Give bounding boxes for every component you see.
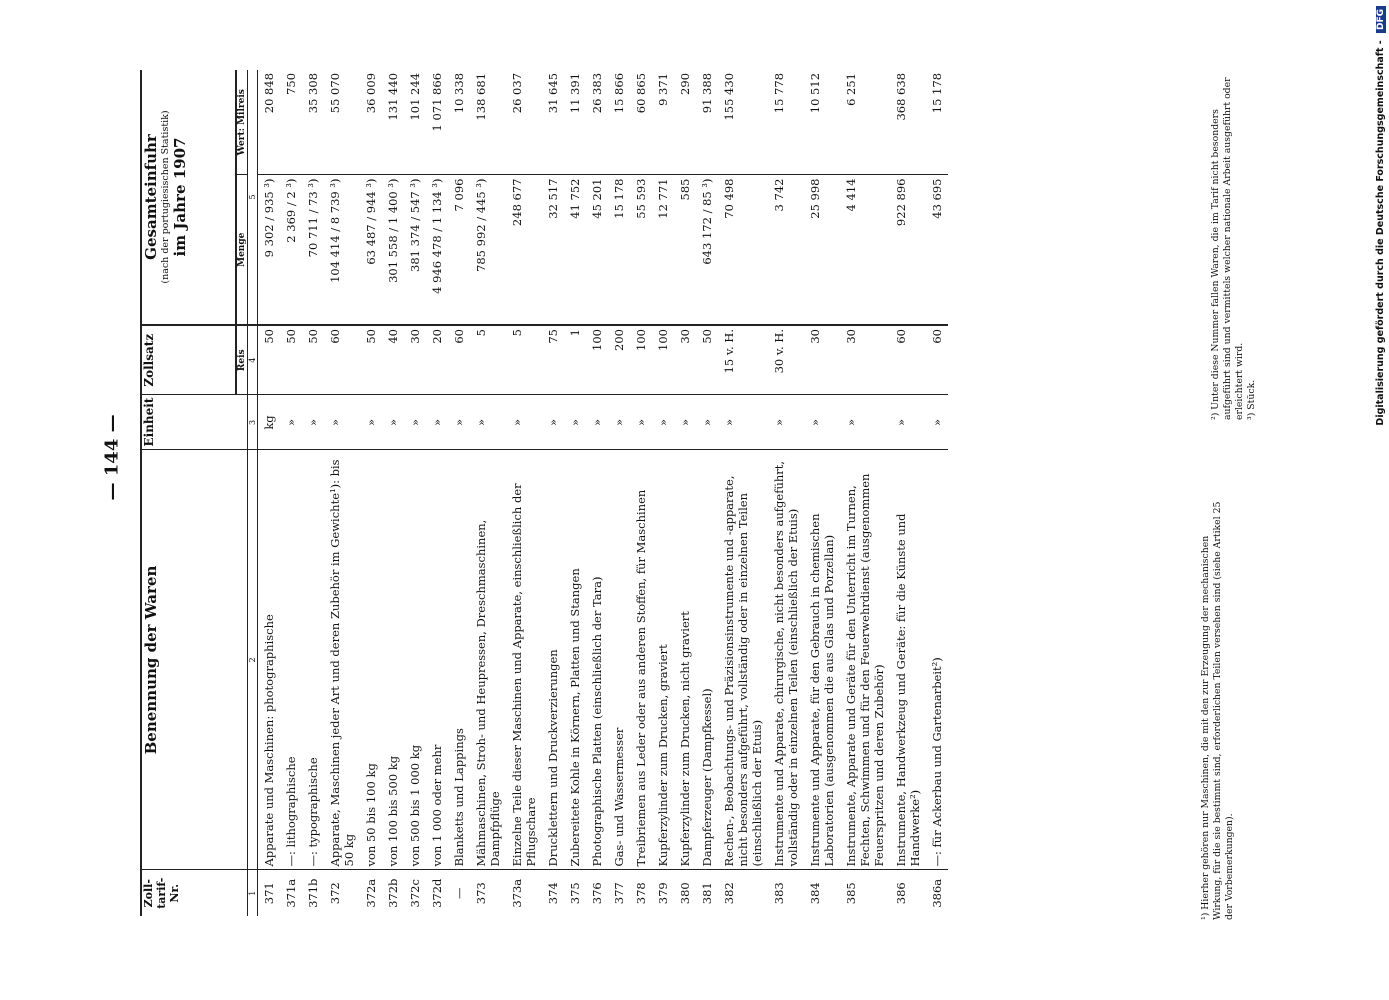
- cell-nr: 378: [630, 870, 652, 916]
- header-name: Benennung der Waren: [141, 450, 248, 870]
- cell-val: 20 848: [262, 72, 276, 114]
- table-row: [426, 70, 448, 916]
- cell-val: 131 440: [386, 72, 400, 121]
- cell-name: Instrumente und Apparate, für den Gebrauch in chemischen Laboratorien (ausgenommen die aus Glas und Porzellan): [804, 450, 840, 870]
- table-row: [258, 70, 281, 916]
- cell-val: 10 338: [452, 72, 466, 114]
- cell-qty: 70 498: [718, 175, 768, 325]
- cell-name: Mähmaschinen, Stroh- und Heupressen, Dreschmaschinen, Dampfpflüge: [470, 450, 506, 870]
- header-total-sub: (nach der portugiesischen Statistik): [160, 110, 171, 284]
- cell-qty: 32 517: [542, 175, 564, 325]
- cell-name: von 100 bis 500 kg: [382, 450, 404, 870]
- table-row: [804, 70, 840, 916]
- header-tarif-unit: Reis: [236, 325, 248, 395]
- cell-val: 36 009: [364, 72, 378, 114]
- cell-tarif: 50: [696, 325, 718, 395]
- cell-tarif: 50: [280, 325, 302, 395]
- cell-val: 290: [678, 72, 692, 95]
- page-number: — 144 —: [101, 414, 123, 501]
- cell-nr: 384: [804, 870, 840, 916]
- cell-unit: »: [564, 395, 586, 450]
- cell-qty: 643 172 / 85 ³): [696, 175, 718, 325]
- cell-nr: 382: [718, 870, 768, 916]
- table-row: [564, 70, 586, 916]
- cell-name: —: typographische: [302, 450, 324, 870]
- colnum-2: 2: [248, 450, 258, 870]
- cell-unit: »: [506, 395, 542, 450]
- header-tarif: Zollsatz: [141, 325, 236, 395]
- cell-nr: 381: [696, 870, 718, 916]
- cell-nr: 386a: [926, 870, 948, 916]
- cell-nr: 372b: [382, 870, 404, 916]
- cell-name: —: lithographische: [280, 450, 302, 870]
- cell-name: Zubereitete Kohle in Körnern, Platten und Stangen: [564, 450, 586, 870]
- table-row: [768, 70, 804, 916]
- cell-qty: 785 992 / 445 ³): [470, 175, 506, 325]
- header-unit: Einheit: [141, 395, 248, 450]
- cell-tarif: 50: [360, 325, 382, 395]
- table-row: [608, 70, 630, 916]
- cell-val: 750: [284, 72, 298, 95]
- cell-qty: 248 677: [506, 175, 542, 325]
- cell-name: Kupferzylinder zum Drucken, nicht graviert: [674, 450, 696, 870]
- table-row: [448, 70, 470, 916]
- cell-val: 11 391: [568, 72, 582, 114]
- cell-unit: »: [426, 395, 448, 450]
- cell-qty: 15 178: [608, 175, 630, 325]
- cell-nr: 373: [470, 870, 506, 916]
- cell-name: Dampferzeuger (Dampfkessel): [696, 450, 718, 870]
- cell-nr: 377: [608, 870, 630, 916]
- cell-tarif: 30: [840, 325, 890, 395]
- cell-qty: 4 946 478 / 1 134 ³): [426, 175, 448, 325]
- cell-val: 26 383: [590, 72, 604, 114]
- colnum-4: 4: [248, 325, 258, 395]
- cell-unit: »: [404, 395, 426, 450]
- cell-nr: 375: [564, 870, 586, 916]
- cell-unit: »: [718, 395, 768, 450]
- cell-unit: »: [804, 395, 840, 450]
- cell-unit: »: [696, 395, 718, 450]
- cell-nr: 372: [324, 870, 360, 916]
- table-row: [506, 70, 542, 916]
- cell-tarif: 60: [324, 325, 360, 395]
- cell-val: 368 638: [894, 72, 908, 121]
- cell-tarif: 100: [652, 325, 674, 395]
- cell-unit: »: [280, 395, 302, 450]
- cell-nr: —: [448, 870, 470, 916]
- cell-tarif: 50: [258, 325, 281, 395]
- cell-qty: 301 558 / 1 400 ³): [382, 175, 404, 325]
- colnum-1: 1: [248, 870, 258, 916]
- table-row: [280, 70, 302, 916]
- cell-val: 138 681: [474, 72, 488, 121]
- cell-nr: 386: [890, 870, 926, 916]
- cell-name: Instrumente, Handwerkzeug und Geräte: für die Künste und Handwerke²): [890, 450, 926, 870]
- cell-val: 155 430: [722, 72, 736, 121]
- footnote-1-text: ¹) Hierher gehören nur Maschinen, die mit den zur Erzeugung der mechanischen Wirkung, für die sie bestimmt sind, erforderlichen Teilen versehen sind (siehe Artikel 25 der Vorbemerkungen).: [1200, 501, 1235, 920]
- header-total-year: im Jahre 1907: [171, 137, 189, 257]
- cell-unit: »: [926, 395, 948, 450]
- cell-tarif: 50: [302, 325, 324, 395]
- table-row: [890, 70, 926, 916]
- cell-tarif: 30: [804, 325, 840, 395]
- table-row: [470, 70, 506, 916]
- cell-nr: 383: [768, 870, 804, 916]
- cell-val: 10 512: [808, 72, 822, 114]
- cell-val: 15 778: [772, 72, 786, 114]
- cell-val: 101 244: [408, 72, 422, 121]
- footnote-1: [1200, 500, 1260, 920]
- cell-unit: »: [768, 395, 804, 450]
- cell-val: 1 071 866: [430, 72, 444, 132]
- cell-qty: 9 302 / 935 ³): [258, 175, 281, 325]
- cell-unit: »: [470, 395, 506, 450]
- cell-tarif: 5: [470, 325, 506, 395]
- cell-tarif: 60: [890, 325, 926, 395]
- cell-nr: 371: [258, 870, 281, 916]
- cell-qty: 585: [674, 175, 696, 325]
- cell-val: 15 178: [930, 72, 944, 114]
- cell-tarif: 30: [674, 325, 696, 395]
- credit-text: Digitalisierung gefördert durch die Deutsche Forschungsgemeinschaft -: [1375, 40, 1386, 426]
- cell-qty: 7 096: [448, 175, 470, 325]
- cell-val: 31 645: [546, 72, 560, 114]
- cell-name: Rechen-, Beobachtungs- und Präzisionsinstrumente und -apparate, nicht besonders aufgeführt, vollständig oder in einzelnen Teilen (einschließlich der Etuis): [718, 450, 768, 870]
- cell-nr: 371a: [280, 870, 302, 916]
- cell-qty: 4 414: [840, 175, 890, 325]
- cell-qty: 45 201: [586, 175, 608, 325]
- cell-qty: 381 374 / 547 ³): [404, 175, 426, 325]
- cell-tarif: 60: [448, 325, 470, 395]
- cell-unit: »: [382, 395, 404, 450]
- cell-qty: 2 369 / 2 ³): [280, 175, 302, 325]
- cell-name: Blanketts und Lappings: [448, 450, 470, 870]
- cell-qty: 922 896: [890, 175, 926, 325]
- cell-qty: 41 752: [564, 175, 586, 325]
- cell-qty: 63 487 / 944 ³): [360, 175, 382, 325]
- cell-qty: 43 695: [926, 175, 948, 325]
- cell-nr: 372a: [360, 870, 382, 916]
- cell-name: Gas- und Wassermesser: [608, 450, 630, 870]
- table-row: [696, 70, 718, 916]
- cell-tarif: 30: [404, 325, 426, 395]
- cell-name: von 50 bis 100 kg: [360, 450, 382, 870]
- cell-nr: 379: [652, 870, 674, 916]
- cell-tarif: 40: [382, 325, 404, 395]
- table-row: [586, 70, 608, 916]
- cell-qty: 55 593: [630, 175, 652, 325]
- cell-val: 9 371: [656, 72, 670, 106]
- cell-val: 55 070: [328, 72, 342, 114]
- cell-name: Treibriemen aus Leder oder aus anderen Stoffen, für Maschinen: [630, 450, 652, 870]
- cell-nr: 376: [586, 870, 608, 916]
- cell-val: 35 308: [306, 72, 320, 114]
- table-row: [674, 70, 696, 916]
- cell-name: —: für Ackerbau und Gartenarbeit²): [926, 450, 948, 870]
- table-row: [302, 70, 324, 916]
- cell-unit: »: [448, 395, 470, 450]
- cell-unit: kg: [258, 395, 281, 450]
- cell-name: von 1 000 oder mehr: [426, 450, 448, 870]
- table-row: [926, 70, 948, 916]
- cell-val: 60 865: [634, 72, 648, 114]
- table-row: [840, 70, 890, 916]
- cell-qty: 104 414 / 8 739 ³): [324, 175, 360, 325]
- cell-qty: 12 771: [652, 175, 674, 325]
- cell-name: Instrumente, Apparate und Geräte für den Unterricht im Turnen, Fechten, Schwimmen und für den Feuerwehrdienst (ausgenommen Feuerspritzen und deren Zubehör): [840, 450, 890, 870]
- cell-val: 91 388: [700, 72, 714, 114]
- cell-qty: 70 711 / 73 ³): [302, 175, 324, 325]
- header-qty: Menge: [236, 175, 248, 325]
- table-row: [652, 70, 674, 916]
- header-total: Gesamteinfuhr: [142, 134, 160, 260]
- colnum-3: 3: [248, 395, 258, 450]
- header-nr: Zoll-tarif-Nr.: [141, 870, 248, 916]
- colnum-5: 5: [248, 70, 258, 325]
- cell-qty: 3 742: [768, 175, 804, 325]
- table-row: [382, 70, 404, 916]
- cell-nr: 374: [542, 870, 564, 916]
- cell-unit: »: [840, 395, 890, 450]
- cell-unit: »: [652, 395, 674, 450]
- cell-tarif: 60: [926, 325, 948, 395]
- table-row: [630, 70, 652, 916]
- dfg-logo: DFG: [1376, 6, 1386, 33]
- table-row: [324, 70, 360, 916]
- cell-nr: 371b: [302, 870, 324, 916]
- cell-unit: »: [630, 395, 652, 450]
- cell-name: von 500 bis 1 000 kg: [404, 450, 426, 870]
- cell-nr: 385: [840, 870, 890, 916]
- cell-tarif: 1: [564, 325, 586, 395]
- table-row: [360, 70, 382, 916]
- header-val: Wert: Milreis: [236, 70, 248, 175]
- cell-nr: 373a: [506, 870, 542, 916]
- cell-name: Apparate und Maschinen: photographische: [258, 450, 281, 870]
- cell-tarif: 5: [506, 325, 542, 395]
- cell-unit: »: [586, 395, 608, 450]
- cell-tarif: 75: [542, 325, 564, 395]
- cell-name: Kupferzylinder zum Drucken, graviert: [652, 450, 674, 870]
- cell-tarif: 30 v. H.: [768, 325, 804, 395]
- cell-name: Einzelne Teile dieser Maschinen und Apparate, einschließlich der Pflugschare: [506, 450, 542, 870]
- cell-unit: »: [542, 395, 564, 450]
- tariff-table: [140, 70, 948, 916]
- cell-nr: 372d: [426, 870, 448, 916]
- cell-nr: 372c: [404, 870, 426, 916]
- table-row: [404, 70, 426, 916]
- cell-tarif: 100: [630, 325, 652, 395]
- cell-unit: »: [674, 395, 696, 450]
- cell-tarif: 100: [586, 325, 608, 395]
- footnote-2-text: ²) Unter diese Nummer fallen Waren, die im Tarif nicht besonders aufgeführt sind und vermittels welcher nationale Arbeit ausgeführt oder erleichtert wird.: [1210, 77, 1245, 420]
- cell-qty: 25 998: [804, 175, 840, 325]
- table-row: [718, 70, 768, 916]
- cell-unit: »: [302, 395, 324, 450]
- footnote-3-text: ³) Stück.: [1246, 379, 1257, 420]
- cell-val: 6 251: [844, 72, 858, 106]
- cell-val: 26 037: [510, 72, 524, 114]
- table-row: [542, 70, 564, 916]
- footnote-2-3: [1210, 60, 1270, 420]
- cell-unit: »: [608, 395, 630, 450]
- cell-name: Drucklettern und Druckverzierungen: [542, 450, 564, 870]
- cell-tarif: 15 v. H.: [718, 325, 768, 395]
- cell-unit: »: [324, 395, 360, 450]
- digitization-credit: [1375, 6, 1389, 994]
- cell-name: Instrumente und Apparate, chirurgische, nicht besonders aufgeführt, vollständig oder in einzelnen Teilen (einschließlich der Etuis): [768, 450, 804, 870]
- cell-tarif: 200: [608, 325, 630, 395]
- tariff-table-rotated: [140, 70, 1200, 916]
- cell-name: Photographische Platten (einschließlich der Tara): [586, 450, 608, 870]
- cell-tarif: 20: [426, 325, 448, 395]
- cell-unit: »: [360, 395, 382, 450]
- cell-unit: »: [890, 395, 926, 450]
- cell-name: Apparate, Maschinen jeder Art und deren Zubehör im Gewichte¹): bis 50 kg: [324, 450, 360, 870]
- cell-nr: 380: [674, 870, 696, 916]
- cell-val: 15 866: [612, 72, 626, 114]
